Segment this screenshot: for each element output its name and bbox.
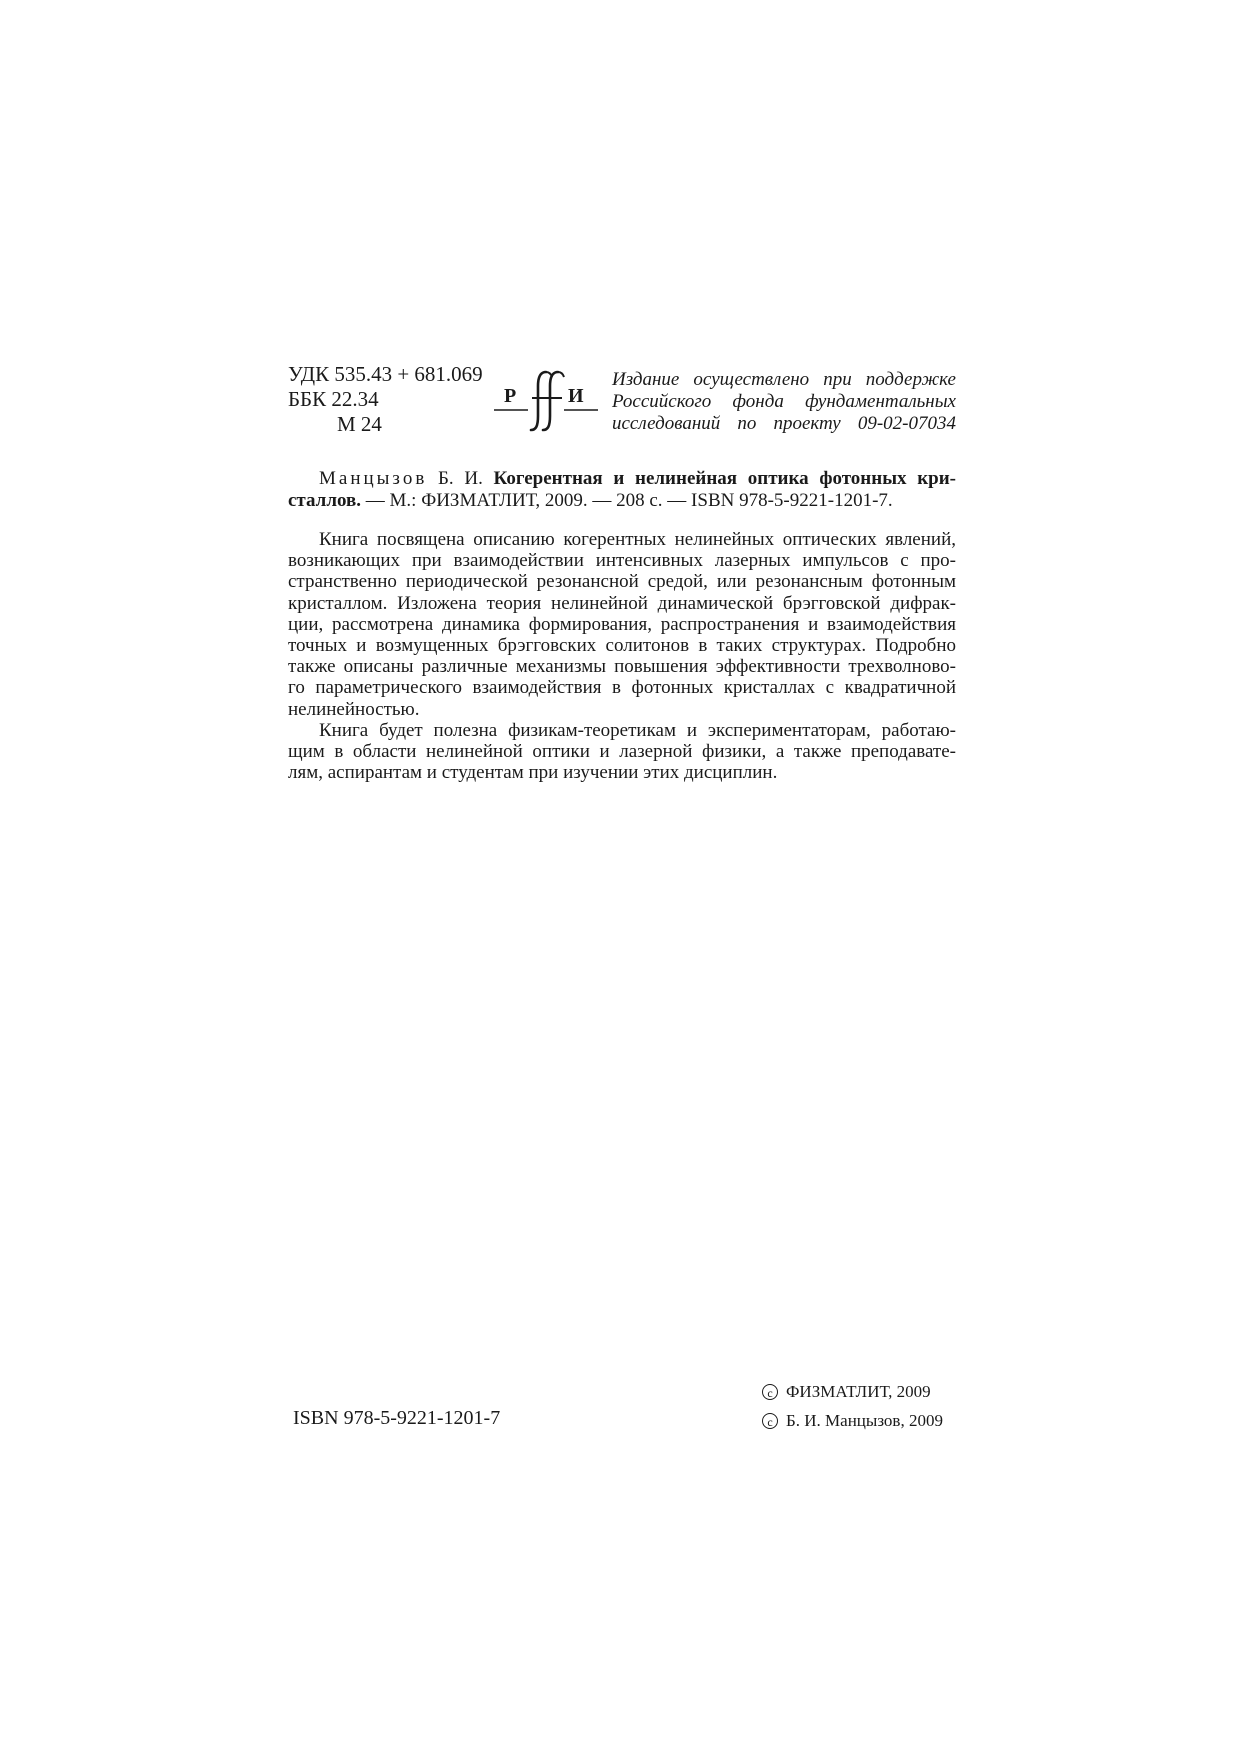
record-author: Манцызов bbox=[319, 468, 428, 489]
logo-stroke-3 bbox=[546, 372, 552, 377]
author-mark: М 24 bbox=[337, 412, 382, 436]
logo-stroke-4 bbox=[558, 372, 564, 377]
annotation-line: Книга будет полезна физикам-теоретикам и экспериментаторам, работаю- bbox=[319, 719, 956, 741]
record-imprint: — М.: ФИЗМАТЛИТ, 2009. — 208 с. — ISBN 978-5-9221-1201-7. bbox=[365, 490, 893, 511]
record-initials: Б. И. bbox=[438, 468, 483, 489]
bibliographic-record bbox=[288, 468, 956, 512]
rffi-logo-graphic bbox=[492, 366, 602, 436]
annotation bbox=[288, 529, 956, 783]
logo-letter-left: Р bbox=[504, 385, 517, 407]
copyright-icon: c bbox=[762, 1413, 778, 1429]
annotation-line: точных и возмущенных брэгговских солитонов в таких структурах. Подробно bbox=[288, 635, 956, 657]
copyright-publisher bbox=[762, 1377, 943, 1406]
classification-block bbox=[288, 362, 503, 437]
logo-letter-right: И bbox=[568, 385, 584, 407]
annotation-line: ции, рассмотрена динамика формирования, распространения и взаимодействия bbox=[288, 613, 956, 635]
annotation-line: также описаны различные механизмы повышения эффективности трехволново- bbox=[288, 656, 956, 678]
annotation-line: Книга посвящена описанию когерентных нелинейных оптических явлений, bbox=[319, 529, 956, 550]
annotation-line: нелинейностью. bbox=[288, 698, 420, 720]
udk-code: УДК 535.43 + 681.069 bbox=[288, 362, 483, 386]
copyright-author bbox=[762, 1406, 943, 1435]
isbn-number: ISBN 978-5-9221-1201-7 bbox=[293, 1407, 501, 1429]
support-note-line: исследований по проекту 09-02-07034 bbox=[612, 413, 956, 434]
annotation-line: лям, аспирантам и студентам при изучении этих дисциплин. bbox=[288, 762, 778, 784]
copyright-publisher-text: ФИЗМАТЛИТ, 2009 bbox=[786, 1382, 931, 1401]
rffi-logo bbox=[492, 366, 602, 436]
logo-stroke-2 bbox=[543, 372, 558, 430]
support-note-line: Российского фонда фундаментальных bbox=[612, 391, 956, 412]
copyright-author-text: Б. И. Манцызов, 2009 bbox=[786, 1411, 943, 1430]
record-title-part2: сталлов. bbox=[288, 490, 362, 511]
copyright-icon: c bbox=[762, 1384, 778, 1400]
record-line-2 bbox=[288, 490, 956, 512]
annotation-line: го параметрического взаимодействия в фотонных кристаллах с квадратичной bbox=[288, 677, 956, 699]
annotation-line: странственно периодической резонансной средой, или резонансным фотонным bbox=[288, 571, 956, 593]
record-line-1 bbox=[288, 468, 956, 490]
record-title-part1: Когерентная и нелинейная оптика фотонных кри- bbox=[493, 468, 957, 489]
support-note-line: Издание осуществлено при поддержке bbox=[612, 369, 956, 390]
logo-stroke-1 bbox=[531, 372, 546, 430]
annotation-line: щим в области нелинейной оптики и лазерной физики, а также преподавате- bbox=[288, 741, 956, 763]
annotation-line: кристаллом. Изложена теория нелинейной динамической брэгговской дифрак- bbox=[288, 592, 956, 614]
bbk-code: ББК 22.34 bbox=[288, 387, 379, 411]
copyright-block bbox=[762, 1377, 943, 1435]
support-note bbox=[612, 369, 956, 435]
annotation-line: возникающих при взаимодействии интенсивных лазерных импульсов с про- bbox=[288, 550, 956, 572]
